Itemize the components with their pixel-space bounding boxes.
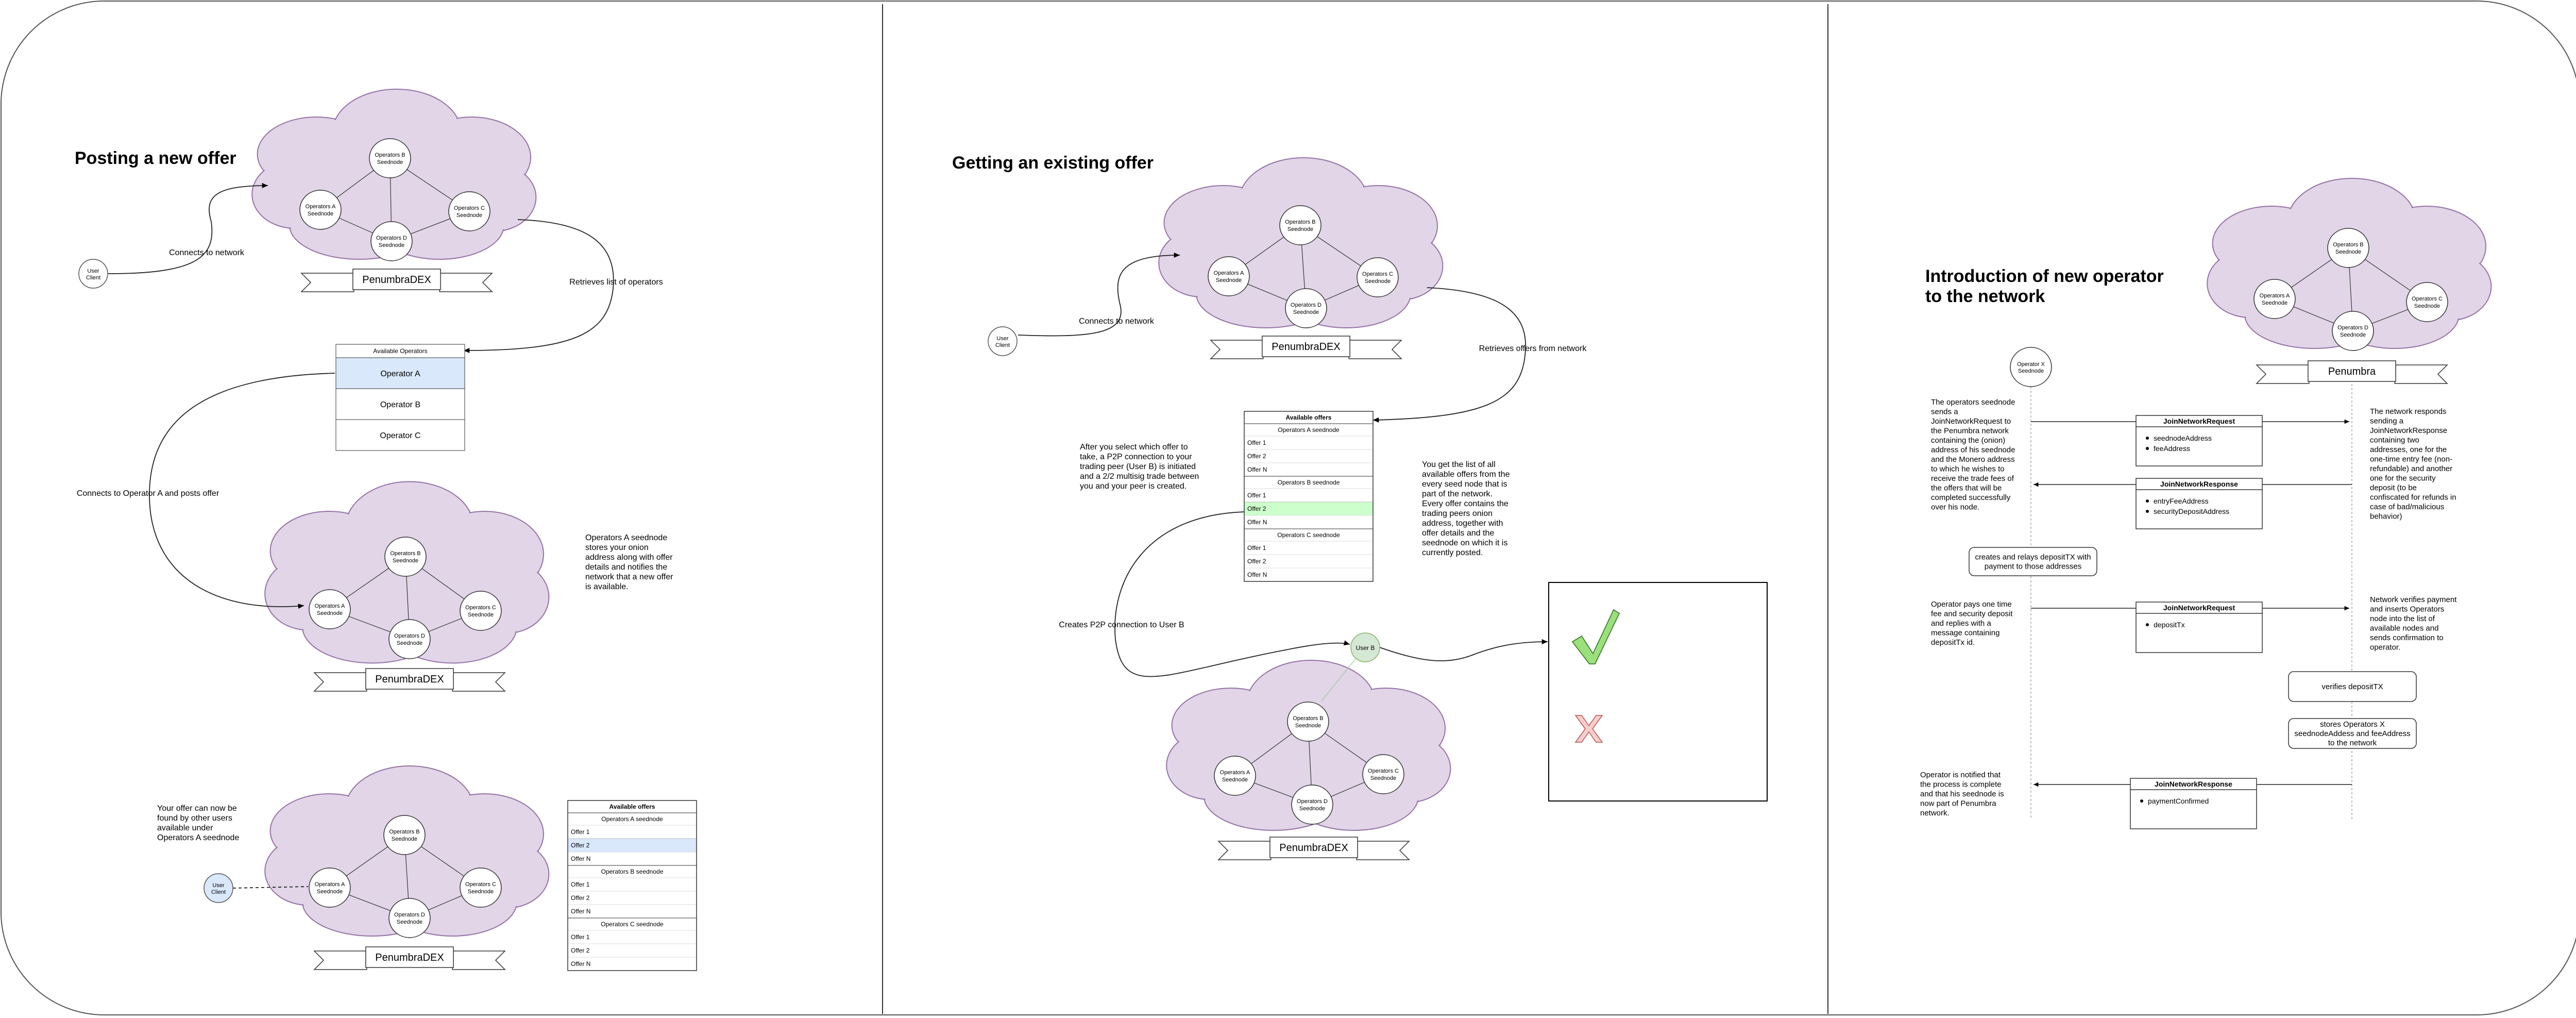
s1-bot-node-opD <box>389 898 430 938</box>
s3-desc-respond-line: The network responds <box>2370 407 2447 416</box>
s2-offers-table <box>1244 411 1373 581</box>
s1-user-label: Client <box>86 275 101 281</box>
s3-desc-respond-line: sending a <box>2370 416 2404 426</box>
s1-retrieves-label: Retrieves list of operators <box>569 278 663 287</box>
s2-after-select-desc-line: take, a P2P connection to your <box>1080 453 1192 461</box>
s1-operator-label: Operator B <box>380 400 421 409</box>
s3-desc-send-line: containing the (onion) <box>1931 436 2006 445</box>
s2-offer-label: Offer 2 <box>1247 453 1266 460</box>
s2-list-desc-line: part of the network. <box>1422 490 1493 498</box>
s1-top-node-label: Operators B <box>375 152 405 158</box>
s1-top-node-label: Operators C <box>454 205 485 211</box>
s1-mid-node-label: Seednode <box>396 640 423 646</box>
section1-title: Posting a new offer <box>75 148 236 168</box>
s1-mid-node-label: Operators A <box>314 603 345 609</box>
s3-msg4-message-box <box>2130 778 2257 829</box>
s2-top-node-label: Operators A <box>1213 270 1244 276</box>
s2-top-node-opB <box>1280 206 1321 245</box>
s3-store-step-box <box>2289 719 2416 748</box>
s2-top-node-opD <box>1285 289 1327 328</box>
s3-top-node-label: Operators A <box>2259 293 2290 299</box>
s1-bot-node-label: Seednode <box>391 836 418 842</box>
s1-mid-node-opB <box>385 537 426 576</box>
s1-mid-node-circle <box>389 620 430 659</box>
s2-top-node-label: Seednode <box>1287 226 1314 232</box>
s2-user-b <box>1351 633 1380 662</box>
s2-list-desc-line: Every offer contains the <box>1422 499 1509 508</box>
s1-bot-node-label: Seednode <box>316 889 343 895</box>
s3-msg2-message-bullet <box>2146 510 2149 513</box>
s1-bot-node-label: Seednode <box>396 919 423 925</box>
s3-verify-step-label: verifies depositTX <box>2321 682 2383 691</box>
s3-top-node-opD <box>2332 311 2374 351</box>
s3-msg1-message-item: seednodeAddress <box>2154 434 2212 442</box>
s2-bot-node-label: Operators D <box>1297 798 1328 805</box>
s1-seednode-desc-line: stores your onion <box>585 543 649 552</box>
s3-desc-notified-line: and that his seednode is <box>1920 790 2004 798</box>
s3-msg2-message-item: entryFeeAddress <box>2154 497 2209 505</box>
s3-desc-send-line: receive the trade fees of <box>1931 474 2014 483</box>
s3-relay-step-label: creates and relays depositTX with <box>1975 553 2091 562</box>
s1-top-banner-left <box>301 273 354 292</box>
s1-mid-banner-left <box>314 673 367 691</box>
s2-group-title: Operators C seednode <box>1277 531 1340 539</box>
s1-bot-node-circle <box>389 898 430 938</box>
s1-bot-node-label: Operators B <box>389 829 420 835</box>
s2-after-select-desc-line: and a 2/2 multisig trade between <box>1080 472 1199 481</box>
s3-top-banner <box>2257 361 2447 383</box>
s3-msg3-message-bullet <box>2146 623 2149 626</box>
s1-bot-user-label: User <box>212 882 225 889</box>
s3-desc-verify-line: Network verifies payment <box>2370 595 2457 604</box>
s3-msg4-message-bullet <box>2140 799 2143 803</box>
s1-offers-table <box>568 800 697 971</box>
s1-top-node-opB <box>369 139 411 178</box>
s1-group-title: Operators A seednode <box>601 815 663 823</box>
s2-bot-banner-left <box>1218 841 1271 860</box>
s2-list-desc-line: address, together with <box>1422 519 1503 528</box>
s2-bot-banner-label: PenumbraDEX <box>1279 842 1348 854</box>
s3-desc-send-line: completed successfully <box>1931 493 2011 502</box>
s2-list-desc-line: every seed node that is <box>1422 480 1507 489</box>
s1-top-banner-right <box>439 273 492 292</box>
s1-mid-node-label: Seednode <box>392 558 419 564</box>
s1-mid-banner-right <box>452 673 505 691</box>
s2-after-select-desc-line: you and your peer is created. <box>1080 482 1187 491</box>
s3-desc-send-line: sends a <box>1931 407 1958 416</box>
s1-found-desc-line: found by other users <box>157 814 232 823</box>
s3-msg3-message-item: depositTx <box>2154 621 2185 629</box>
s1-top-node-label: Seednode <box>307 211 334 217</box>
s3-top-banner-right <box>2395 365 2447 383</box>
s2-top-node-circle <box>1357 258 1398 297</box>
s1-offer-label: Offer N <box>571 855 591 862</box>
s1-seednode-desc-line: network that a new offer <box>585 573 673 581</box>
s2-offer-label: Offer 2 <box>1247 505 1266 512</box>
s3-operator-x-label: Operator X <box>2017 361 2045 368</box>
s2-top-node-label: Seednode <box>1364 278 1391 285</box>
s3-desc-send-line: The operators seednode <box>1931 398 2015 407</box>
s3-desc-send-line: address of his seednode <box>1931 445 2015 455</box>
s1-group-title: Operators C seednode <box>601 921 664 928</box>
s2-bot-node-circle <box>1363 755 1404 794</box>
s3-desc-notified-line: the process is complete <box>1920 780 2002 789</box>
section3-title-line2: to the network <box>1925 287 2045 306</box>
s1-user-label: User <box>87 268 99 274</box>
s3-operator-x <box>2010 347 2052 387</box>
s1-offer-label: Offer 2 <box>571 947 590 954</box>
s1-bot-banner <box>314 947 505 970</box>
s2-offer-label: Offer 2 <box>1247 558 1266 565</box>
s3-desc-respond-line: refundable) and another <box>2370 464 2453 473</box>
s3-desc-respond-line: confiscated for refunds in <box>2370 493 2456 502</box>
s2-top-node-label: Seednode <box>1293 309 1319 315</box>
s1-mid-node-label: Operators C <box>465 605 496 611</box>
s3-desc-send-line: and the Monero address <box>1931 455 2015 464</box>
s2-top-node-opC <box>1357 258 1398 297</box>
s2-offer-label: Offer N <box>1247 519 1267 526</box>
s3-top-node-label: Operators B <box>2333 242 2364 248</box>
s3-desc-send-line: JoinNetworkRequest to <box>1931 417 2011 426</box>
s2-user-client <box>988 327 1017 356</box>
s3-top-node-label: Operators C <box>2412 296 2443 302</box>
s1-mid-node-label: Operators B <box>390 550 421 557</box>
s3-top-node-opA <box>2254 279 2295 319</box>
s1-bot-banner-label: PenumbraDEX <box>375 952 444 963</box>
s3-desc-verify-line: and inserts Operators <box>2370 605 2445 614</box>
s2-bot-banner <box>1218 837 1409 860</box>
s2-top-banner-label: PenumbraDEX <box>1272 341 1341 353</box>
s2-group-title: Operators B seednode <box>1277 479 1340 486</box>
s1-offer-label: Offer 1 <box>571 933 590 941</box>
s3-desc-verify-line: available nodes and <box>2370 624 2439 633</box>
s2-list-desc-line: seednode on which it is <box>1422 539 1508 547</box>
s1-mid-node-label: Seednode <box>316 610 343 616</box>
s1-bot-node-opC <box>460 868 501 907</box>
s3-msg2-message-title: JoinNetworkResponse <box>2160 480 2238 488</box>
s3-msg4-message-item: paymentConfirmed <box>2148 797 2209 805</box>
s1-top-node-opA <box>300 190 341 229</box>
s2-retrieves-label: Retrieves offers from network <box>1479 344 1587 353</box>
s2-top-banner-left <box>1211 340 1263 359</box>
s1-seednode-desc-line: details and notifies the <box>585 563 668 572</box>
s2-list-desc-line: available offers from the <box>1422 470 1510 479</box>
s2-p2p-label: Creates P2P connection to User B <box>1059 621 1184 629</box>
s1-bot-banner-left <box>314 951 367 970</box>
s3-top-node-circle <box>2328 228 2369 268</box>
s1-top-node-circle <box>369 139 411 178</box>
s3-top-banner-label: Penumbra <box>2328 366 2376 377</box>
s1-offer-label: Offer 1 <box>571 881 590 888</box>
s2-top-node-circle <box>1280 206 1321 245</box>
s1-top-node-opC <box>449 192 490 231</box>
s1-mid-node-opC <box>460 591 501 630</box>
s2-offers-header: Available offers <box>1285 414 1332 421</box>
s1-operators-header: Available Operators <box>373 347 428 355</box>
result-box <box>1549 582 1767 801</box>
s1-offer-label: Offer 2 <box>571 842 590 849</box>
s2-top-node-circle <box>1208 257 1249 296</box>
s2-bot-banner-right <box>1357 841 1409 860</box>
s1-top-node-circle <box>449 192 490 231</box>
s2-after-select-desc-line: After you select which offer to <box>1080 443 1188 452</box>
s3-desc-send-line: the Penumbra network <box>1931 426 2009 436</box>
s2-top-node-label: Operators C <box>1362 271 1393 277</box>
s2-bot-node-label: Operators B <box>1293 715 1324 722</box>
s2-top-node-label: Operators B <box>1285 219 1316 225</box>
s2-result-arrow <box>1380 642 1548 661</box>
s2-list-desc-line: currently posted. <box>1422 548 1483 557</box>
s1-seednode-desc-line: Operators A seednode <box>585 533 668 542</box>
s1-top-node-label: Operators A <box>305 204 336 210</box>
s1-offers-header: Available offers <box>609 803 655 810</box>
s2-bot-node-label: Operators C <box>1368 768 1399 774</box>
s3-desc-send-line: over his node. <box>1931 503 1980 512</box>
s2-bot-node-circle <box>1287 702 1329 741</box>
s1-bot-node-opB <box>384 815 425 855</box>
s1-mid-node-circle <box>385 537 426 576</box>
s3-msg2-message-item: securityDepositAddress <box>2154 507 2230 515</box>
s1-offer-label: Offer 1 <box>571 828 590 836</box>
s1-connect-arrow <box>108 186 268 274</box>
s2-bot-node-opA <box>1214 756 1256 795</box>
s2-group-title: Operators A seednode <box>1278 426 1340 433</box>
s1-found-desc-line: available under <box>157 824 213 832</box>
section2-title: Getting an existing offer <box>952 153 1154 173</box>
s1-top-node-label: Seednode <box>377 159 403 165</box>
s3-desc-respond-line: case of bad/malicious <box>2370 503 2445 511</box>
s3-top-node-circle <box>2254 279 2295 319</box>
s2-top-node-opA <box>1208 257 1249 296</box>
s3-store-step-label: to the network <box>2328 739 2377 747</box>
s1-bot-user-label: Client <box>211 889 226 895</box>
s3-desc-notified-line: now part of Penumbra <box>1920 799 1996 808</box>
s3-desc-pay-line: message containing <box>1931 628 2000 638</box>
s1-bot-node-label: Operators C <box>465 881 496 888</box>
s1-top-node-circle <box>300 190 341 229</box>
s3-store-step-label: stores Operators X <box>2320 720 2385 729</box>
s3-msg3-message-box <box>2136 602 2262 653</box>
s2-bot-node-label: Seednode <box>1222 777 1248 783</box>
s3-top-node-label: Seednode <box>2261 300 2288 306</box>
s3-desc-send-line: to which he wishes to <box>1931 464 2005 474</box>
s1-mid-banner-label: PenumbraDEX <box>375 674 444 685</box>
s2-bot-node-label: Seednode <box>1299 806 1326 812</box>
s3-desc-send-line: the offers that will be <box>1931 483 2002 493</box>
s2-top-banner <box>1211 336 1401 359</box>
s3-msg2-message-box <box>2136 478 2262 529</box>
s3-msg2-message-bullet <box>2146 499 2149 503</box>
s1-connects-label: Connects to network <box>169 248 244 257</box>
s2-offer-label: Offer N <box>1247 571 1267 578</box>
s1-group-title: Operators B seednode <box>601 868 664 875</box>
s3-relay-step-rect <box>1969 547 2097 576</box>
s1-connect-post-label: Connects to Operator A and posts offer <box>76 489 219 498</box>
s3-desc-respond-line: deposit (to be <box>2370 483 2417 492</box>
s3-top-node-circle <box>2332 311 2374 351</box>
s3-desc-notified-line: Operator is notified that <box>1920 771 2001 779</box>
s2-list-desc-line: trading peers onion <box>1422 509 1493 518</box>
s2-bot-node-label: Operators A <box>1219 770 1250 776</box>
s2-bot-node-label: Seednode <box>1370 775 1397 781</box>
s3-msg4-message-title: JoinNetworkResponse <box>2155 780 2232 788</box>
s3-desc-verify-line: operator. <box>2370 643 2401 652</box>
s1-bot-node-opA <box>309 868 350 907</box>
s3-desc-respond-line: one for the security <box>2370 474 2436 483</box>
s3-desc-respond-line: behavior) <box>2370 512 2402 521</box>
s3-desc-pay-line: and replies with a <box>1931 619 1991 628</box>
s2-top-node-circle <box>1285 289 1327 328</box>
s3-desc-respond-line: containing two <box>2370 436 2419 445</box>
s1-bot-banner-right <box>452 951 505 970</box>
s2-offer-label: Offer 1 <box>1247 492 1266 499</box>
s3-top-node-label: Seednode <box>2335 249 2362 255</box>
s1-offer-label: Offer N <box>571 960 591 967</box>
s3-desc-pay-line: Operator pays one time <box>1931 600 2012 609</box>
s3-top-node-label: Operators D <box>2337 325 2368 331</box>
s3-verify-step-box <box>2289 672 2416 702</box>
s1-mid-node-label: Operators D <box>394 633 425 639</box>
s1-top-node-label: Seednode <box>378 242 405 248</box>
s3-desc-verify-line: sends confirmation to <box>2370 633 2444 642</box>
s1-mid-node-label: Seednode <box>467 612 494 618</box>
s1-mid-banner <box>314 669 505 691</box>
s1-mid-node-opA <box>309 590 350 629</box>
s2-bot-node-circle <box>1292 785 1333 824</box>
s2-bot-node-opC <box>1363 755 1404 794</box>
s1-bot-node-label: Seednode <box>467 889 494 895</box>
s2-list-desc-line: You get the list of all <box>1422 460 1496 469</box>
s2-top-banner-right <box>1349 340 1401 359</box>
s1-offer-label: Offer N <box>571 908 591 915</box>
s1-user-client <box>79 259 108 288</box>
s3-msg1-message-title: JoinNetworkRequest <box>2163 417 2235 425</box>
s2-offer-label: Offer 1 <box>1247 544 1266 552</box>
s3-msg1-message-bullet <box>2146 447 2149 450</box>
s2-list-desc-line: offer details and the <box>1422 529 1495 538</box>
s3-desc-verify-line: node into the list of <box>2370 614 2435 623</box>
s1-offer-label: Offer 2 <box>571 894 590 902</box>
s3-relay-step-box <box>1969 547 2097 576</box>
s2-connects-label: Connects to network <box>1079 317 1154 326</box>
s3-msg3-message-title: JoinNetworkRequest <box>2163 604 2235 612</box>
s2-top-node-label: Operators D <box>1291 302 1321 308</box>
s3-top-node-label: Seednode <box>2414 303 2441 309</box>
s3-desc-respond-line: JoinNetworkResponse <box>2370 426 2448 435</box>
s1-operator-label: Operator C <box>380 431 421 440</box>
s3-relay-step-label: payment to those addresses <box>1984 562 2082 571</box>
s1-top-node-opD <box>371 222 412 261</box>
section3-title-line1: Introduction of new operator <box>1925 266 2164 286</box>
s2-after-select-desc-line: trading peer (User B) is initiated <box>1080 462 1196 471</box>
s1-top-node-circle <box>371 222 412 261</box>
s1-found-desc-line: Operators A seednode <box>157 833 240 842</box>
s3-msg1-message-box <box>2136 415 2262 466</box>
s3-msg1-message-bullet <box>2146 437 2149 440</box>
s1-seednode-desc-line: is available. <box>585 582 629 591</box>
s1-seednode-desc-line: address along with offer <box>585 553 673 562</box>
s2-top-node-label: Seednode <box>1215 277 1242 283</box>
s1-bot-node-label: Operators D <box>394 912 425 918</box>
s2-user-label: Client <box>995 342 1010 348</box>
s3-top-banner-left <box>2257 365 2309 383</box>
s1-bot-user-client <box>204 874 233 903</box>
s3-desc-respond-line: addresses, one for the <box>2370 445 2447 454</box>
s3-top-node-opC <box>2406 282 2448 322</box>
s3-store-step-label: seednodeAddess and feeAddress <box>2294 729 2411 738</box>
s2-bot-node-circle <box>1214 756 1256 795</box>
s2-bot-node-opD <box>1292 785 1333 824</box>
s2-offer-label: Offer 1 <box>1247 439 1266 446</box>
s1-bot-node-circle <box>309 868 350 907</box>
s1-bot-node-circle <box>384 815 425 855</box>
s1-top-banner <box>301 269 492 292</box>
s2-user-label: User <box>996 336 1009 342</box>
s2-offer-label: Offer N <box>1247 466 1267 473</box>
s1-bot-node-label: Operators A <box>314 881 345 888</box>
s3-msg1-message-item: feeAddress <box>2154 444 2190 453</box>
s2-bot-node-opB <box>1287 702 1329 741</box>
s3-desc-pay-line: depositTx id. <box>1931 638 1975 647</box>
s3-desc-pay-line: fee and security deposit <box>1931 609 2013 619</box>
s1-mid-node-opD <box>389 620 430 659</box>
s3-top-node-circle <box>2406 282 2448 322</box>
s1-bot-node-circle <box>460 868 501 907</box>
s2-user-b-label: User B <box>1355 644 1375 652</box>
s3-operator-x-label: Seednode <box>2018 368 2044 374</box>
s3-top-node-label: Seednode <box>2340 332 2366 338</box>
s3-top-node-opB <box>2328 228 2369 268</box>
s1-found-desc-line: Your offer can now be <box>157 804 237 813</box>
s1-top-node-label: Seednode <box>456 212 483 219</box>
s1-operators-table <box>336 344 465 450</box>
s3-desc-notified-line: network. <box>1920 809 1950 817</box>
s1-mid-node-circle <box>309 590 350 629</box>
s1-mid-node-circle <box>460 591 501 630</box>
s1-top-node-label: Operators D <box>376 235 407 241</box>
s2-bot-node-label: Seednode <box>1295 723 1321 729</box>
s3-desc-respond-line: one-time entry fee (non- <box>2370 455 2453 464</box>
s1-top-banner-label: PenumbraDEX <box>362 274 431 286</box>
s1-operator-label: Operator A <box>380 370 420 378</box>
